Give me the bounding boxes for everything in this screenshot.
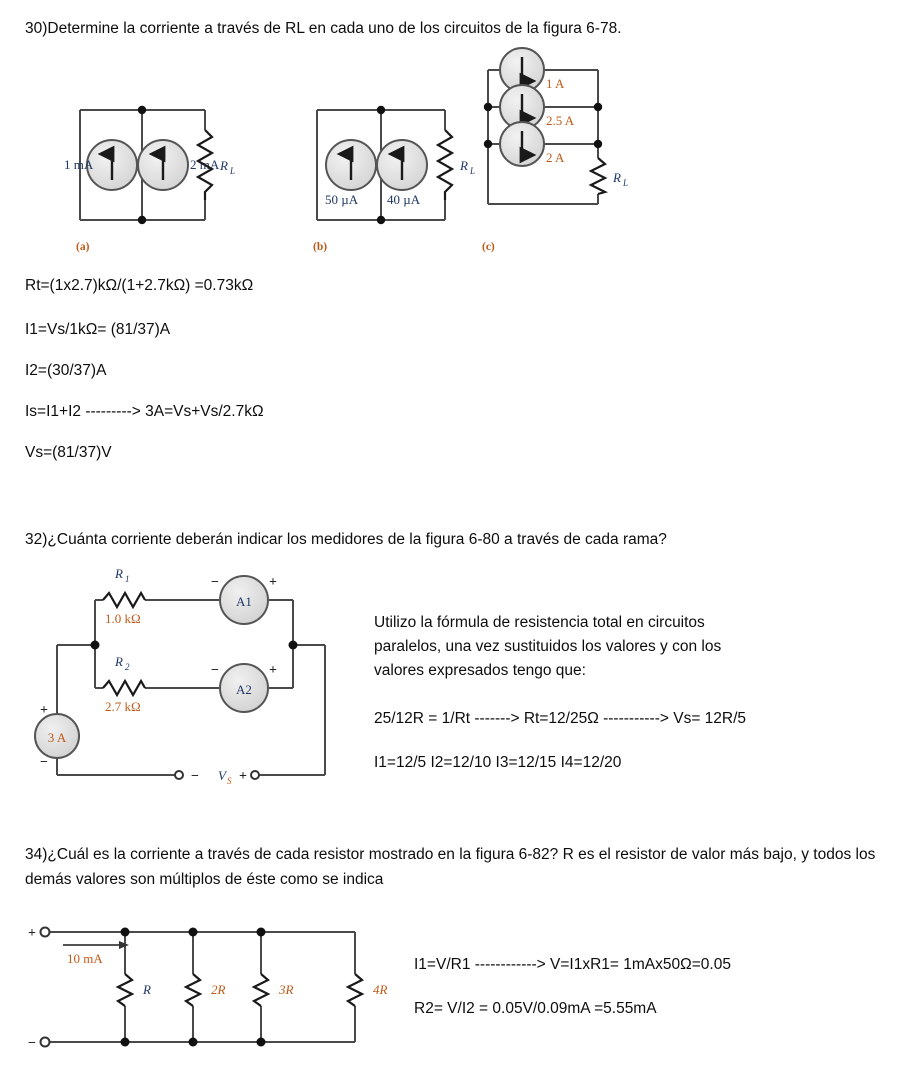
node-dot (377, 106, 385, 114)
vs-terminal-left (175, 771, 183, 779)
load-label-a: R (220, 158, 228, 173)
source-c1-label: 1 A (546, 76, 565, 91)
node-dot (377, 216, 385, 224)
node-dot (594, 103, 602, 111)
resistor-4r (348, 974, 362, 1006)
question-30-text: 30)Determine la corriente a través de RL en cada uno de los circuitos de la figura 6-78. (25, 20, 622, 37)
r1-name: R (115, 566, 123, 581)
solution-30-line-3: I2=(30/37)A (25, 362, 107, 379)
solution-30-line-4: Is=I1+I2 ---------> 3A=Vs+Vs/2.7kΩ (25, 403, 264, 420)
source-c3-label: 2 A (546, 150, 565, 165)
solution-34-line-2: R2= V/I2 = 0.05V/0.09mA =5.55mA (414, 1000, 657, 1017)
node-dot (594, 140, 602, 148)
resistor-rl-c (591, 158, 605, 194)
source-1-label: 1 mA (64, 157, 94, 172)
r2-name: R (115, 654, 123, 669)
source-b1-label: 50 µA (325, 192, 359, 207)
node-dot (189, 1038, 198, 1047)
current-source-40ua (377, 140, 427, 190)
current-source-50ua (326, 140, 376, 190)
ammeter-a2-label: A2 (236, 682, 252, 697)
source-b2-label: 40 µA (387, 192, 421, 207)
vs-plus-sign: + (239, 769, 247, 784)
node-dot (121, 1038, 130, 1047)
question-34-text: 34)¿Cuál es la corriente a través de cada resistor mostrado en la figura 6-82? R es el resistor de valor más bajo, y todos los demás valores son múltiplos de éste como se indica (25, 846, 876, 888)
resistor-r1 (103, 593, 145, 607)
load-label-b: R (460, 158, 468, 173)
resistor-4r-label: 4R (373, 982, 388, 997)
load-label-c: R (613, 170, 621, 185)
r1-value: 1.0 kΩ (105, 611, 141, 626)
solution-30-line-5: Vs=(81/37)V (25, 444, 112, 461)
resistor-rl-b (438, 130, 452, 200)
terminal-negative (41, 1038, 50, 1047)
r2-value: 2.7 kΩ (105, 699, 141, 714)
figure-6-82 (25, 912, 425, 1062)
source-plus-terminal: + (40, 703, 48, 718)
vs-label: V (218, 768, 226, 783)
vs-terminal-right (251, 771, 259, 779)
node-dot (138, 216, 146, 224)
node-dot (289, 641, 298, 650)
solution-32-line-3: I1=12/5 I2=12/10 I3=12/15 I4=12/20 (374, 754, 622, 771)
solution-32-line-2: 25/12R = 1/Rt -------> Rt=12/25Ω -----------> Vs= 12R/5 (374, 710, 747, 727)
node-dot (257, 1038, 266, 1047)
solution-30-line-2: I1=Vs/1kΩ= (81/37)A (25, 321, 171, 338)
terminal-minus-sign: − (28, 1036, 36, 1051)
source-c2-label: 2.5 A (546, 113, 575, 128)
node-dot (257, 928, 266, 937)
question-32-text: 32)¿Cuánta corriente deberán indicar los medidores de la figura 6-80 a través de cada rama? (25, 531, 667, 548)
solution-32-paragraph: Utilizo la fórmula de resistencia total en circuitos paralelos, una vez sustituidos los valores y con los valores expresados tengo que: (374, 614, 722, 679)
vs-sub: S (227, 776, 232, 786)
ammeter-a2 (220, 664, 268, 712)
terminal-positive (41, 928, 50, 937)
ammeter-a1 (220, 576, 268, 624)
figure-6-80 (15, 560, 365, 800)
resistor-r (118, 974, 132, 1006)
terminal-plus-sign: + (28, 926, 36, 941)
current-arrow (63, 941, 129, 949)
caption-b: (b) (313, 241, 328, 253)
resistor-3r (254, 974, 268, 1006)
current-source-3a (35, 714, 79, 758)
a2-minus-terminal: − (211, 663, 219, 678)
source-minus-terminal: − (40, 755, 48, 770)
node-dot (189, 928, 198, 937)
current-label: 10 mA (67, 951, 103, 966)
current-source-2ma (138, 140, 188, 190)
resistor-r2 (103, 681, 145, 695)
caption-c: (c) (482, 241, 495, 253)
node-dot (484, 103, 492, 111)
node-dot (138, 106, 146, 114)
r1-sub: 1 (125, 574, 130, 584)
current-source-2a (500, 122, 544, 166)
circuit-c (482, 48, 628, 253)
solution-30-line-1: Rt=(1x2.7)kΩ/(1+2.7kΩ) =0.73kΩ (25, 277, 254, 294)
node-dot (91, 641, 100, 650)
solution-34-line-1: I1=V/R1 ------------> V=I1xR1= 1mAx50Ω=0.05 (414, 956, 731, 973)
load-sub-a: L (230, 166, 236, 176)
source-2-label: 2 mA (190, 157, 220, 172)
resistor-3r-label: 3R (279, 982, 294, 997)
resistor-r-label: R (143, 982, 151, 997)
load-sub-c: L (623, 178, 629, 188)
figure-6-78 (60, 70, 660, 260)
current-source-1ma (87, 140, 137, 190)
resistor-2r-label: 2R (211, 982, 226, 997)
circuit-b (313, 106, 475, 253)
load-sub-b: L (470, 166, 476, 176)
a1-plus-terminal: + (269, 575, 277, 590)
r2-sub: 2 (125, 662, 130, 672)
source-3a-label: 3 A (47, 730, 67, 745)
caption-a: (a) (76, 241, 90, 253)
node-dot (484, 140, 492, 148)
node-dot (121, 928, 130, 937)
ammeter-a1-label: A1 (236, 594, 252, 609)
vs-minus-sign: − (191, 769, 199, 784)
a1-minus-terminal: − (211, 575, 219, 590)
circuit-a (64, 106, 235, 253)
resistor-2r (186, 974, 200, 1006)
a2-plus-terminal: + (269, 663, 277, 678)
